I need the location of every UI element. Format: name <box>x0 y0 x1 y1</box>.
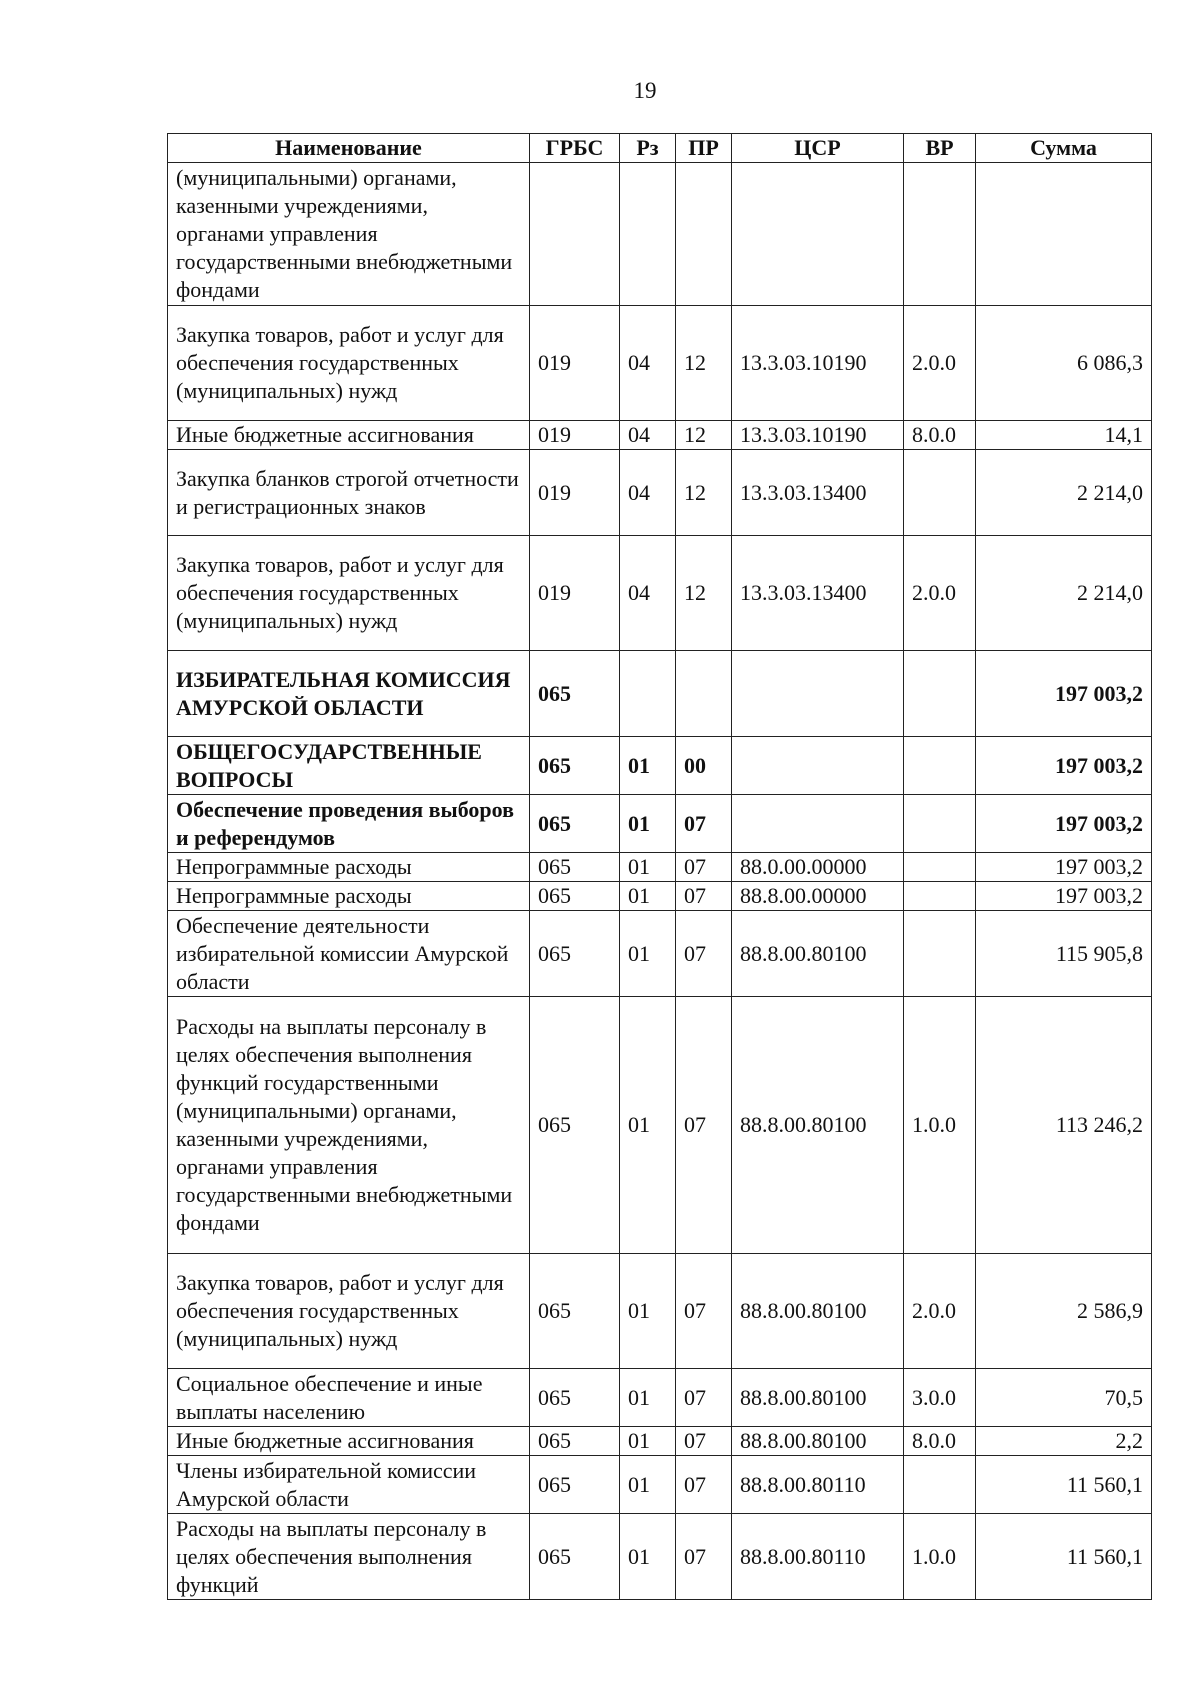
cell-rz: 01 <box>620 911 676 997</box>
cell-sum: 197 003,2 <box>976 882 1152 911</box>
table-row <box>168 1514 1152 1600</box>
column-header-sum: Сумма <box>976 134 1152 163</box>
cell-csr <box>732 163 904 306</box>
cell-name: Непрограммные расходы <box>168 853 530 882</box>
column-header-rz: Рз <box>620 134 676 163</box>
cell-grbs: 065 <box>530 1427 620 1456</box>
table-row <box>168 997 1152 1254</box>
cell-rz: 01 <box>620 795 676 853</box>
cell-vr <box>904 450 976 536</box>
cell-sum <box>976 163 1152 306</box>
cell-rz: 04 <box>620 536 676 651</box>
cell-pr: 07 <box>676 1456 732 1514</box>
cell-pr: 12 <box>676 536 732 651</box>
cell-name: ОБЩЕГОСУДАРСТВЕННЫЕ ВОПРОСЫ <box>168 737 530 795</box>
cell-grbs: 065 <box>530 1514 620 1600</box>
cell-csr <box>732 737 904 795</box>
cell-vr: 8.0.0 <box>904 1427 976 1456</box>
cell-name: (муниципальными) органами, казенными учреждениями, органами управления государственными внебюджетными фондами <box>168 163 530 306</box>
cell-grbs: 065 <box>530 911 620 997</box>
cell-sum: 70,5 <box>976 1369 1152 1427</box>
cell-pr: 07 <box>676 853 732 882</box>
cell-sum: 2 586,9 <box>976 1254 1152 1369</box>
cell-csr: 13.3.03.10190 <box>732 306 904 421</box>
table-row <box>168 450 1152 536</box>
cell-name: Иные бюджетные ассигнования <box>168 1427 530 1456</box>
table-row <box>168 651 1152 737</box>
cell-csr: 88.8.00.80100 <box>732 1369 904 1427</box>
cell-grbs: 065 <box>530 882 620 911</box>
table-body <box>168 163 1152 1600</box>
table-row <box>168 306 1152 421</box>
cell-pr: 07 <box>676 1254 732 1369</box>
cell-sum: 197 003,2 <box>976 651 1152 737</box>
cell-rz: 01 <box>620 997 676 1254</box>
cell-pr: 07 <box>676 882 732 911</box>
cell-grbs: 065 <box>530 997 620 1254</box>
cell-name: Закупка товаров, работ и услуг для обеспечения государственных (муниципальных) нужд <box>168 536 530 651</box>
cell-sum: 2,2 <box>976 1427 1152 1456</box>
column-header-name: Наименование <box>168 134 530 163</box>
cell-csr: 13.3.03.10190 <box>732 421 904 450</box>
cell-pr: 07 <box>676 1514 732 1600</box>
cell-rz: 01 <box>620 1254 676 1369</box>
cell-csr <box>732 795 904 853</box>
cell-grbs: 019 <box>530 421 620 450</box>
cell-vr <box>904 795 976 853</box>
table-row <box>168 882 1152 911</box>
table-row <box>168 1456 1152 1514</box>
cell-vr: 1.0.0 <box>904 997 976 1254</box>
table-row <box>168 421 1152 450</box>
table-row <box>168 1427 1152 1456</box>
column-header-vr: ВР <box>904 134 976 163</box>
cell-rz: 01 <box>620 1369 676 1427</box>
cell-grbs: 019 <box>530 536 620 651</box>
cell-pr: 07 <box>676 1427 732 1456</box>
cell-csr <box>732 651 904 737</box>
cell-csr: 13.3.03.13400 <box>732 536 904 651</box>
table-row <box>168 163 1152 306</box>
cell-rz <box>620 163 676 306</box>
cell-rz: 01 <box>620 1456 676 1514</box>
cell-vr: 1.0.0 <box>904 1514 976 1600</box>
table-row <box>168 795 1152 853</box>
cell-name: Закупка товаров, работ и услуг для обеспечения государственных (муниципальных) нужд <box>168 1254 530 1369</box>
cell-grbs <box>530 163 620 306</box>
cell-grbs: 065 <box>530 737 620 795</box>
table-row <box>168 1369 1152 1427</box>
cell-pr: 07 <box>676 1369 732 1427</box>
cell-grbs: 065 <box>530 795 620 853</box>
cell-vr <box>904 911 976 997</box>
cell-rz: 01 <box>620 1514 676 1600</box>
cell-sum: 6 086,3 <box>976 306 1152 421</box>
cell-rz: 04 <box>620 421 676 450</box>
cell-sum: 2 214,0 <box>976 450 1152 536</box>
cell-pr <box>676 651 732 737</box>
column-header-grbs: ГРБС <box>530 134 620 163</box>
cell-vr <box>904 651 976 737</box>
cell-rz: 01 <box>620 853 676 882</box>
cell-vr <box>904 163 976 306</box>
cell-csr: 88.0.00.00000 <box>732 853 904 882</box>
cell-sum: 11 560,1 <box>976 1456 1152 1514</box>
cell-vr: 3.0.0 <box>904 1369 976 1427</box>
cell-pr: 00 <box>676 737 732 795</box>
cell-name: Обеспечение проведения выборов и референдумов <box>168 795 530 853</box>
table-row <box>168 853 1152 882</box>
cell-sum: 113 246,2 <box>976 997 1152 1254</box>
cell-rz: 01 <box>620 1427 676 1456</box>
cell-pr <box>676 163 732 306</box>
cell-name: Иные бюджетные ассигнования <box>168 421 530 450</box>
column-header-pr: ПР <box>676 134 732 163</box>
cell-sum: 197 003,2 <box>976 795 1152 853</box>
cell-csr: 88.8.00.80100 <box>732 1427 904 1456</box>
cell-name: Расходы на выплаты персоналу в целях обеспечения выполнения функций <box>168 1514 530 1600</box>
cell-grbs: 065 <box>530 853 620 882</box>
cell-vr: 2.0.0 <box>904 306 976 421</box>
column-header-csr: ЦСР <box>732 134 904 163</box>
cell-vr: 2.0.0 <box>904 536 976 651</box>
cell-vr <box>904 1456 976 1514</box>
cell-pr: 12 <box>676 450 732 536</box>
cell-grbs: 019 <box>530 306 620 421</box>
cell-grbs: 065 <box>530 1369 620 1427</box>
cell-pr: 12 <box>676 421 732 450</box>
cell-csr: 88.8.00.00000 <box>732 882 904 911</box>
cell-grbs: 065 <box>530 1254 620 1369</box>
cell-rz: 04 <box>620 306 676 421</box>
cell-pr: 12 <box>676 306 732 421</box>
table-row <box>168 1254 1152 1369</box>
cell-vr <box>904 853 976 882</box>
cell-rz <box>620 651 676 737</box>
cell-vr <box>904 737 976 795</box>
cell-csr: 13.3.03.13400 <box>732 450 904 536</box>
budget-table <box>167 133 1152 1600</box>
cell-sum: 2 214,0 <box>976 536 1152 651</box>
cell-sum: 197 003,2 <box>976 737 1152 795</box>
cell-csr: 88.8.00.80110 <box>732 1514 904 1600</box>
cell-pr: 07 <box>676 997 732 1254</box>
cell-csr: 88.8.00.80100 <box>732 911 904 997</box>
table-row <box>168 911 1152 997</box>
cell-grbs: 065 <box>530 651 620 737</box>
cell-csr: 88.8.00.80100 <box>732 997 904 1254</box>
cell-csr: 88.8.00.80100 <box>732 1254 904 1369</box>
cell-rz: 01 <box>620 882 676 911</box>
cell-name: Расходы на выплаты персоналу в целях обеспечения выполнения функций государственными (муниципальными) органами, казенными учреждениями, органами управления государственными внебюджетными фондами <box>168 997 530 1254</box>
cell-name: Закупка товаров, работ и услуг для обеспечения государственных (муниципальных) нужд <box>168 306 530 421</box>
cell-vr <box>904 882 976 911</box>
cell-pr: 07 <box>676 911 732 997</box>
cell-rz: 04 <box>620 450 676 536</box>
cell-vr: 2.0.0 <box>904 1254 976 1369</box>
cell-csr: 88.8.00.80110 <box>732 1456 904 1514</box>
cell-name: Закупка бланков строгой отчетности и регистрационных знаков <box>168 450 530 536</box>
cell-name: ИЗБИРАТЕЛЬНАЯ КОМИССИЯ АМУРСКОЙ ОБЛАСТИ <box>168 651 530 737</box>
cell-sum: 197 003,2 <box>976 853 1152 882</box>
table-row <box>168 536 1152 651</box>
cell-name: Обеспечение деятельности избирательной комиссии Амурской области <box>168 911 530 997</box>
table-header-row <box>168 134 1152 163</box>
cell-sum: 115 905,8 <box>976 911 1152 997</box>
cell-name: Социальное обеспечение и иные выплаты населению <box>168 1369 530 1427</box>
cell-grbs: 019 <box>530 450 620 536</box>
cell-sum: 11 560,1 <box>976 1514 1152 1600</box>
cell-sum: 14,1 <box>976 421 1152 450</box>
cell-name: Непрограммные расходы <box>168 882 530 911</box>
page-number: 19 <box>633 78 657 103</box>
cell-vr: 8.0.0 <box>904 421 976 450</box>
cell-rz: 01 <box>620 737 676 795</box>
table-row <box>168 737 1152 795</box>
cell-pr: 07 <box>676 795 732 853</box>
cell-grbs: 065 <box>530 1456 620 1514</box>
cell-name: Члены избирательной комиссии Амурской области <box>168 1456 530 1514</box>
